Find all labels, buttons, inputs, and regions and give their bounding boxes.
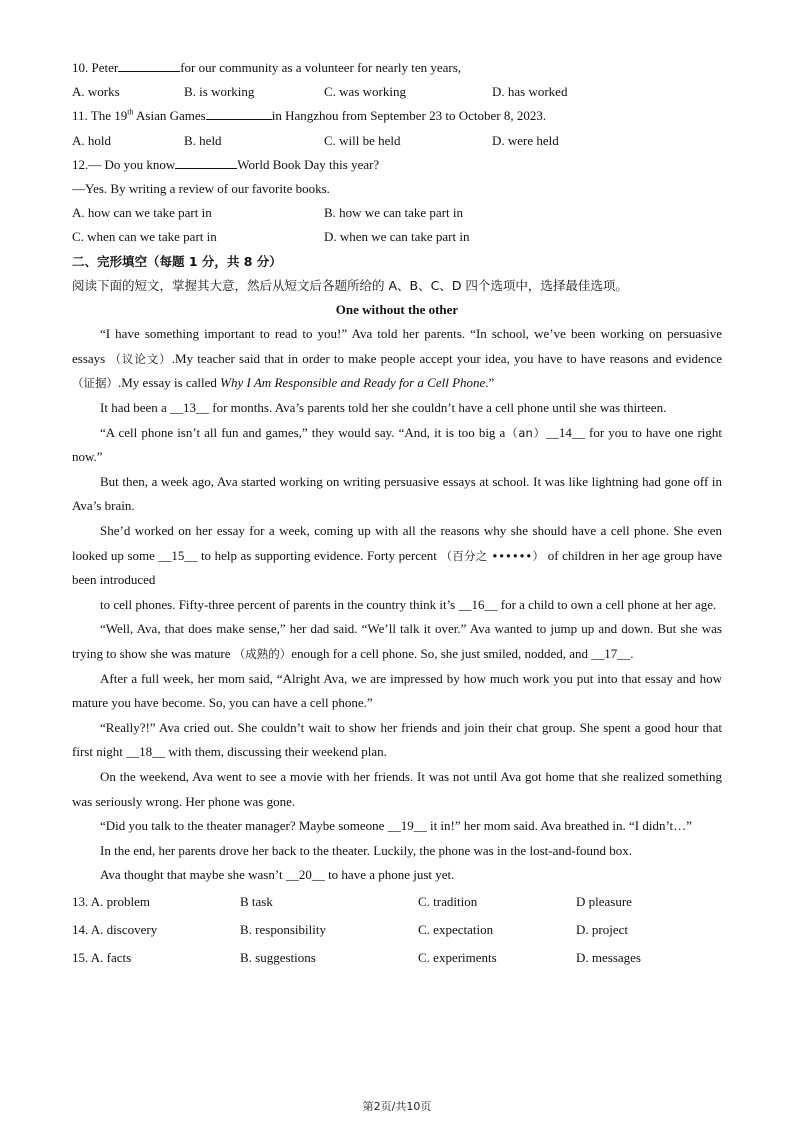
option-a: A. hold — [72, 132, 111, 148]
option-c: C. will be held — [324, 132, 401, 148]
question-12-reply: —Yes. By writing a review of our favorite books. — [72, 181, 330, 197]
option-b: B. how we can take part in — [324, 205, 463, 221]
question-12-options-row2 — [72, 225, 722, 249]
passage-paragraph-2: It had been a __13__ for months. Ava’s parents told her she couldn’t have a cell phone until she was thirteen. — [100, 400, 667, 416]
cloze-options-14 — [72, 916, 722, 944]
question-11-options — [72, 129, 722, 153]
option-b: B. suggestions — [240, 949, 316, 965]
option-c: C. experiments — [418, 949, 497, 965]
passage-paragraph-6: to cell phones. Fifty-three percent of parents in the country think it’s __16__ for a child to own a cell phone at her age. — [100, 596, 717, 612]
question-12-options-row1 — [72, 201, 722, 225]
option-a: 13. A. problem — [72, 893, 150, 909]
passage-paragraph-10: On the weekend, Ava went to see a movie with her friends. It was not until Ava got home that she realized something was seriously wrong. Her phone was gone. — [72, 768, 722, 809]
section-instruction: 阅读下面的短文，掌握其大意，然后从短文后各题所给的 A、B、C、D 四个选项中，选择最佳选项。 — [72, 277, 628, 293]
page-number-footer: 第2页/共10页 — [362, 1100, 432, 1113]
option-c: C. tradition — [418, 893, 478, 909]
option-a: A. how can we take part in — [72, 205, 212, 221]
passage-paragraph-7: “Well, Ava, that does make sense,” her dad said. “We’ll talk it over.” Ava wanted to jump up and down. But she was trying to show she was mature （成熟的）enough for a cell phone. So, she just smiled, nodded, and __17__. — [72, 621, 722, 661]
passage-title: One without the other — [335, 302, 459, 318]
option-c: C. was working — [324, 84, 406, 100]
question-10-options — [72, 80, 722, 104]
question-10-stem: 10. Peter for our community as a volunteer for nearly ten years, — [72, 60, 462, 75]
option-c: C. when can we take part in — [72, 229, 217, 245]
passage-paragraph-13: Ava thought that maybe she wasn’t __20__ to have a phone just yet. — [100, 867, 455, 883]
option-a: 14. A. discovery — [72, 921, 158, 937]
option-a: 15. A. facts — [72, 949, 132, 965]
answer-blank — [175, 156, 237, 169]
passage-paragraph-8: After a full week, her mom said, “Alright Ava, we are impressed by how much work you put into that essay and how mature you have become. So, you can have a cell phone.” — [72, 670, 722, 711]
passage-paragraph-12: In the end, her parents drove her back to the theater. Luckily, the phone was in the lost-and-found box. — [100, 842, 632, 858]
option-b: B task — [240, 893, 273, 909]
answer-blank — [206, 107, 272, 120]
option-d: D. project — [576, 921, 628, 937]
option-c: C. expectation — [418, 921, 494, 937]
option-d: D pleasure — [576, 893, 632, 909]
option-b: B. is working — [184, 84, 255, 100]
passage-paragraph-3: “A cell phone isn’t all fun and games,” they would say. “And, it is too big a（an）__14__ for you to have one right now.” — [72, 424, 722, 465]
option-a: A. works — [72, 84, 120, 100]
passage-paragraph-11: “Did you talk to the theater manager? Maybe someone __19__ it in!” her mom said. Ava breathed in. “I didn’t…” — [100, 818, 692, 834]
answer-blank — [118, 59, 180, 72]
passage-paragraph-4: But then, a week ago, Ava started working on writing persuasive essays at school. It was like lightning had gone off in Ava’s brain. — [72, 473, 722, 514]
passage-paragraph-5: She’d worked on her essay for a week, coming up with all the reasons why she should have a cell phone. She even looked up some __15__ to help as supporting evidence. Forty percent （百分之 ••••••） of children in her age group have been introduced — [72, 522, 722, 588]
cloze-options-13 — [72, 888, 722, 916]
question-12-stem: 12.— Do you know World Book Day this year? — [72, 156, 380, 172]
section-heading: 二、完形填空（每题 1 分，共 8 分） — [72, 253, 282, 269]
question-11-stem: 11. The 19th Asian Games in Hangzhou from September 23 to October 8, 2023. — [72, 108, 547, 124]
passage-paragraph-1: “I have something important to read to you!” Ava told her parents. “In school, we’ve been working on persuasive essays （议论文）.My teacher said that in order to make people accept your idea, you have to have reasons and evidence （证据）.My essay is called Why I Am Responsible and Ready for a Cell Phone.” — [72, 326, 722, 391]
passage-paragraph-9: “Really?!” Ava cried out. She couldn’t wait to show her friends and join their chat group. She spent a good hour that first night __18__ with them, discussing their weekend plan. — [72, 719, 722, 760]
option-d: D. were held — [492, 132, 559, 148]
option-d: D. when we can take part in — [324, 229, 470, 245]
option-b: B. responsibility — [240, 921, 326, 937]
option-d: D. has worked — [492, 84, 568, 100]
option-d: D. messages — [576, 949, 641, 965]
exam-page — [72, 56, 722, 972]
option-b: B. held — [184, 132, 222, 148]
cloze-options-15 — [72, 944, 722, 972]
